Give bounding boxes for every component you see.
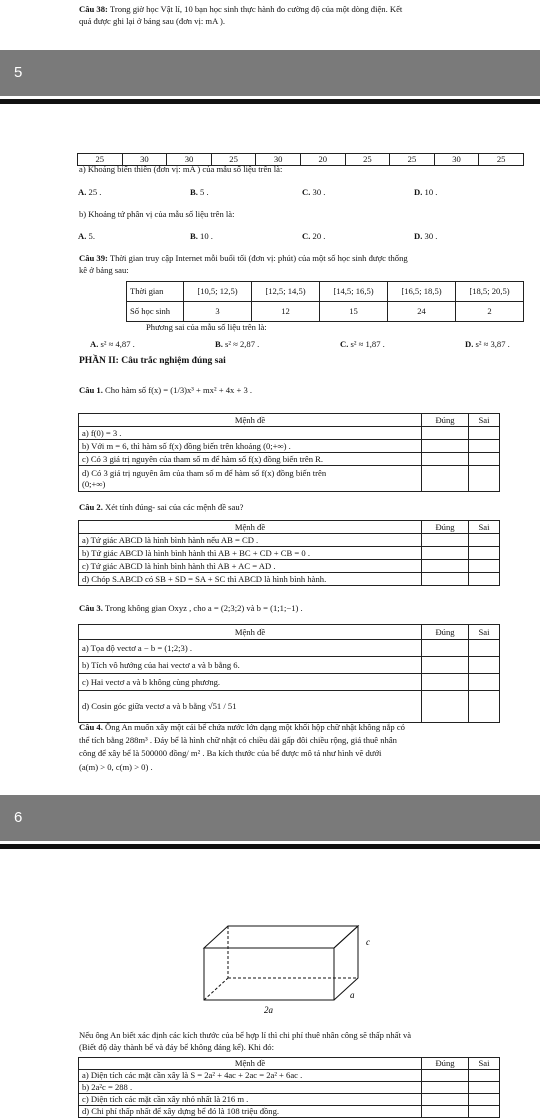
page-number-bar (0, 50, 540, 96)
table-row (127, 282, 524, 302)
part2-heading: PHẦN II: Câu trắc nghiệm đúng sai (79, 356, 226, 366)
column-header: Đúng (422, 625, 469, 640)
option-value: s² ≈ 2,87 . (225, 339, 260, 349)
false-cell[interactable] (469, 674, 500, 691)
table-header-row (79, 625, 500, 640)
q39-stem-line2: kê ở bảng sau: (79, 265, 129, 275)
table-row (79, 573, 500, 586)
table-cell: 24 (388, 302, 456, 322)
c4-line4: (a(m) > 0, c(m) > 0) . (79, 762, 153, 772)
option-label: A. (78, 187, 87, 197)
table-row (79, 547, 500, 560)
option (302, 187, 414, 198)
table-row (79, 560, 500, 573)
statement: b) 2a²c = 288 . (79, 1082, 422, 1094)
table-cell: 3 (184, 302, 252, 322)
table-cell: 15 (320, 302, 388, 322)
part-a-options (78, 187, 526, 198)
part-b-question: b) Khoảng tứ phân vị của mẫu số liệu trên là: (79, 209, 235, 219)
true-cell[interactable] (422, 573, 469, 586)
table-cell: 30 (434, 154, 479, 166)
option-label: B. (215, 339, 223, 349)
option-label: D. (414, 231, 423, 241)
page-number: 6 (14, 809, 23, 826)
true-cell[interactable] (422, 427, 469, 440)
q38-stem-line2: quả được ghi lại ở bảng sau (đơn vị: mA ). (79, 16, 225, 26)
c3-text: Trong không gian Oxyz , cho a = (2;3;2) và b = (1;1;−1) . (104, 603, 303, 613)
option-value: 10 . (424, 187, 438, 197)
table-row (79, 1094, 500, 1106)
c1-table (78, 413, 500, 492)
table-cell: 30 (256, 154, 301, 166)
column-header: Sai (469, 414, 500, 427)
table-cell: [18,5; 20,5) (456, 282, 524, 302)
c4-after-line2: (Biết độ dày thành bể và đáy bể không đáng kể). Khi đó: (79, 1042, 274, 1052)
option (414, 231, 526, 242)
table-header-row (79, 1058, 500, 1070)
false-cell[interactable] (469, 691, 500, 723)
table-row (79, 534, 500, 547)
true-cell[interactable] (422, 453, 469, 466)
option-value: 30 . (312, 187, 326, 197)
table-row (79, 453, 500, 466)
c1-stem (79, 385, 252, 396)
box-front-face (204, 948, 334, 1000)
table-cell: 2 (456, 302, 524, 322)
q39-question: Phương sai của mẫu số liệu trên là: (146, 322, 267, 332)
page-number: 5 (14, 64, 23, 81)
column-header: Đúng (422, 1058, 469, 1070)
table-cell: 25 (345, 154, 390, 166)
false-cell[interactable] (469, 1094, 500, 1106)
option-value: s² ≈ 1,87 . (350, 339, 385, 349)
table-cell: [14,5; 16,5) (320, 282, 388, 302)
option-label: D. (465, 339, 474, 349)
statement: d) Chóp S.ABCD có SB + SD = SA + SC thì ABCD là hình bình hành. (79, 573, 422, 586)
option (465, 339, 540, 350)
box-right-face (334, 926, 358, 1000)
label-2a: 2a (264, 1005, 273, 1015)
statement-line: (0;+∞) (82, 478, 106, 489)
q39-stem-line1: Thời gian truy cập Internet mỗi buổi tối (đơn vị: phút) của một số học sinh được thống (109, 253, 408, 263)
option (90, 339, 215, 350)
part-b-options (78, 231, 526, 242)
option-value: s² ≈ 4,87 . (100, 339, 135, 349)
c4-table (78, 1057, 500, 1118)
table-cell: 25 (390, 154, 435, 166)
table-row (79, 1070, 500, 1082)
c4-line2: thể tích bằng 288m³ . Đáy bể là hình chữ nhật có chiều dài gấp đôi chiều rộng, giá thuê nhân (79, 735, 397, 745)
column-header: Sai (469, 1058, 500, 1070)
statement: d) Cosin góc giữa vectơ a và b bằng √51 / 51 (79, 691, 422, 723)
statement: b) Tứ giác ABCD là hình bình hành thì AB + BC + CD + CB = 0 . (79, 547, 422, 560)
true-cell[interactable] (422, 674, 469, 691)
statement: b) Tích vô hướng của hai vectơ a và b bằng 6. (79, 657, 422, 674)
statement: c) Tứ giác ABCD là hình bình hành thì AB + AC = AD . (79, 560, 422, 573)
label-a: a (350, 990, 355, 1000)
q39-text-line1 (79, 253, 529, 264)
false-cell[interactable] (469, 534, 500, 547)
c2-title: Câu 2. (79, 502, 103, 512)
false-cell[interactable] (469, 640, 500, 657)
c4-text: Ông An muốn xây một cái bể chứa nước lớn dạng một khối hộp chữ nhật không nắp có (105, 722, 405, 732)
option (190, 231, 302, 242)
true-cell[interactable] (422, 640, 469, 657)
false-cell[interactable] (469, 1082, 500, 1094)
q39-options (90, 339, 540, 350)
q38-text-line1 (79, 4, 529, 15)
option-label: A. (78, 231, 87, 241)
table-row (79, 1106, 500, 1118)
c2-text: Xét tính đúng- sai của các mệnh đề sau? (105, 502, 244, 512)
true-cell[interactable] (422, 691, 469, 723)
false-cell[interactable] (469, 657, 500, 674)
c2-stem (79, 502, 243, 513)
table-row (79, 640, 500, 657)
true-cell[interactable] (422, 1094, 469, 1106)
c4-line3: công để xây bể là 500000 đồng/ m² . Ba kích thước của bể được mô tả như hình vẽ dưới (79, 748, 382, 758)
column-header: Sai (469, 521, 500, 534)
option (190, 187, 302, 198)
statement: a) f(0) = 3 . (79, 427, 422, 440)
table-row (79, 657, 500, 674)
table-row (79, 427, 500, 440)
true-cell[interactable] (422, 440, 469, 453)
column-header: Đúng (422, 414, 469, 427)
column-header: Mệnh đề (79, 1058, 422, 1070)
page-number-bar (0, 795, 540, 841)
page-separator (0, 99, 540, 104)
option-label: C. (340, 339, 349, 349)
row-header: Thời gian (127, 282, 184, 302)
column-header: Đúng (422, 521, 469, 534)
option (78, 231, 190, 242)
false-cell[interactable] (469, 440, 500, 453)
true-cell[interactable] (422, 560, 469, 573)
true-cell[interactable] (422, 547, 469, 560)
table-cell: [12,5; 14,5) (252, 282, 320, 302)
true-cell[interactable] (422, 1082, 469, 1094)
q38-stem-line1: Trong giờ học Vật lí, 10 bạn học sinh thực hành đo cường độ của một dòng điện. Kết (109, 4, 403, 14)
true-cell[interactable] (422, 1070, 469, 1082)
q39-frequency-table (126, 281, 524, 322)
false-cell[interactable] (469, 427, 500, 440)
table-row (79, 691, 500, 723)
table-cell: 30 (122, 154, 167, 166)
statement: a) Tứ giác ABCD là hình bình hành nếu AB = CD . (79, 534, 422, 547)
statement: c) Diện tích các mặt cần xây nhỏ nhất là 216 m . (79, 1094, 422, 1106)
column-header: Mệnh đề (79, 521, 422, 534)
table-cell: 25 (479, 154, 524, 166)
option-value: 25 . (88, 187, 102, 197)
option-label: D. (414, 187, 423, 197)
c2-table (78, 520, 500, 586)
option-label: B. (190, 231, 198, 241)
option-label: C. (302, 231, 311, 241)
option-value: 20 . (312, 231, 326, 241)
table-cell: [16,5; 18,5) (388, 282, 456, 302)
false-cell[interactable] (469, 560, 500, 573)
false-cell[interactable] (469, 1106, 500, 1118)
statement: c) Có 3 giá trị nguyên của tham số m để hàm số f(x) đồng biến trên R. (79, 453, 422, 466)
box-figure (200, 918, 380, 1016)
column-header: Sai (469, 625, 500, 640)
false-cell[interactable] (469, 453, 500, 466)
c3-stem (79, 603, 303, 614)
c3-title: Câu 3. (79, 603, 103, 613)
page-separator (0, 844, 540, 849)
statement: a) Tọa độ vectơ a − b = (1;2;3) . (79, 640, 422, 657)
statement: d) Chi phí thấp nhất để xây dựng bể đó là 108 triệu đồng. (79, 1106, 422, 1118)
option (340, 339, 465, 350)
statement: b) Với m = 6, thì hàm số f(x) đồng biến trên khoảng (0;+∞) . (79, 440, 422, 453)
table-cell: 25 (78, 154, 123, 166)
table-row (79, 674, 500, 691)
table-cell: 12 (252, 302, 320, 322)
table-cell: [10,5; 12,5) (184, 282, 252, 302)
statement-line: d) Có 3 giá trị nguyên âm của tham số m để hàm số f(x) đồng biến trên (82, 467, 327, 478)
c4-after-line1: Nếu ông An biết xác định các kích thước của bể hợp lí thì chi phí thuê nhân công sẽ thấp nhất và (79, 1030, 412, 1040)
c1-title: Câu 1. (79, 385, 103, 395)
q38-title: Câu 38: (79, 4, 108, 14)
option-value: 5. (88, 231, 95, 241)
c3-table (78, 624, 500, 723)
option-label: B. (190, 187, 198, 197)
table-row (79, 466, 500, 492)
c1-text: Cho hàm số f(x) = (1/3)x³ + mx² + 4x + 3 . (105, 385, 253, 395)
row-header: Số học sinh (127, 302, 184, 322)
option-value: 30 . (424, 231, 438, 241)
true-cell[interactable] (422, 534, 469, 547)
table-cell: 30 (167, 154, 212, 166)
table-header-row (79, 521, 500, 534)
true-cell[interactable] (422, 466, 469, 492)
option-value: 10 . (200, 231, 213, 241)
option (302, 231, 414, 242)
table-cell: 25 (211, 154, 256, 166)
false-cell[interactable] (469, 1070, 500, 1082)
table-row (127, 302, 524, 322)
false-cell[interactable] (469, 573, 500, 586)
q39-title: Câu 39: (79, 253, 108, 263)
box-top-face (204, 926, 358, 948)
true-cell[interactable] (422, 657, 469, 674)
option-label: A. (90, 339, 99, 349)
label-c: c (366, 937, 370, 947)
option (215, 339, 340, 350)
box-hidden-edge (204, 978, 228, 1000)
column-header: Mệnh đề (79, 625, 422, 640)
c4-title: Câu 4. (79, 722, 103, 732)
table-row (79, 1082, 500, 1094)
false-cell[interactable] (469, 466, 500, 492)
statement: c) Hai vectơ a và b không cùng phương. (79, 674, 422, 691)
option-label: C. (302, 187, 311, 197)
table-row (79, 440, 500, 453)
false-cell[interactable] (469, 547, 500, 560)
true-cell[interactable] (422, 1106, 469, 1118)
option-value: 5 . (200, 187, 209, 197)
option-value: s² ≈ 3,87 . (475, 339, 510, 349)
table-cell: 20 (300, 154, 345, 166)
column-header: Mệnh đề (79, 414, 422, 427)
c4-line1 (79, 722, 529, 733)
option (78, 187, 190, 198)
table-header-row (79, 414, 500, 427)
statement (79, 466, 422, 492)
option (414, 187, 526, 198)
statement: a) Diện tích các mặt cần xây là S = 2a² + 4ac + 2ac = 2a² + 6ac . (79, 1070, 422, 1082)
part-a-question: a) Khoảng biến thiên (đơn vị: mA ) của mẫu số liệu trên là: (79, 164, 283, 174)
